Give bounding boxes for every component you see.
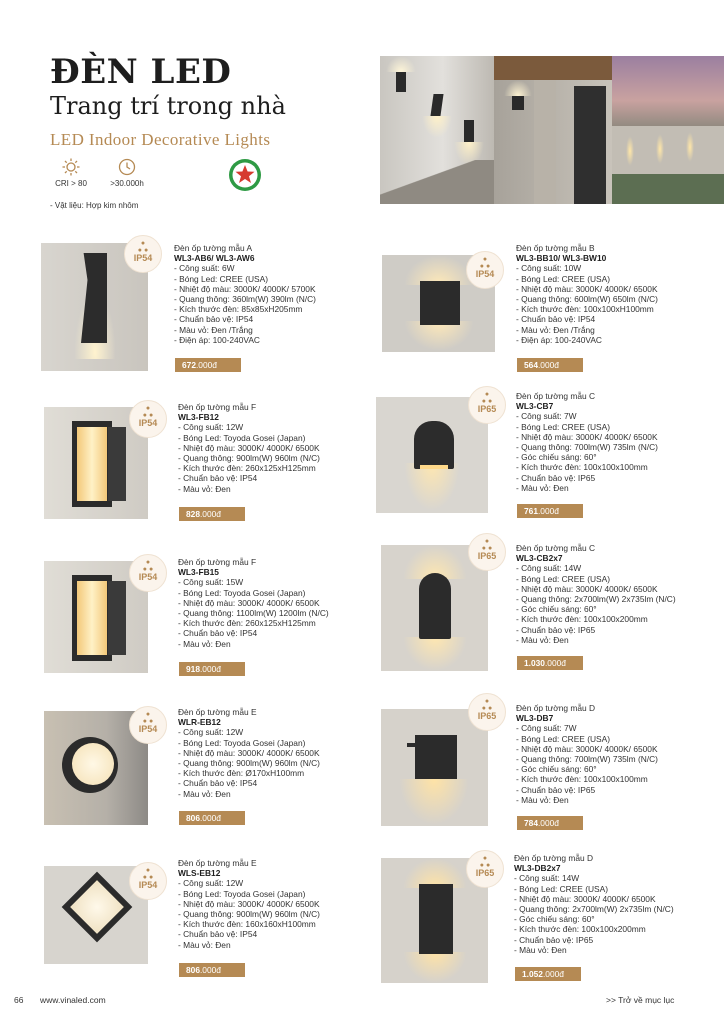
spec-line: - Quang thông: 700lm(W) 735lm (N/C) bbox=[516, 442, 658, 453]
product-name: Đèn ốp tường mẫu A bbox=[174, 243, 253, 253]
spec-line: - Công suất: 12W bbox=[178, 422, 244, 433]
spec-line: - Bóng Led: Toyoda Gosei (Japan) bbox=[178, 737, 306, 748]
spec-line: - Quang thông: 900lm(W) 960lm (N/C) bbox=[178, 758, 320, 769]
sun-icon bbox=[62, 158, 80, 176]
feature-label: CRI > 80 bbox=[55, 179, 87, 188]
spec-line: - Màu vỏ: Đen bbox=[178, 939, 231, 950]
price-tag: 918.000đ bbox=[179, 662, 245, 676]
ip-rating-badge: ● ● ● IP54 bbox=[129, 554, 167, 592]
product-info bbox=[516, 243, 658, 345]
spec-line: - Màu vỏ: Đen bbox=[516, 482, 569, 493]
back-to-contents-link[interactable]: >> Trở về mục lục bbox=[606, 995, 675, 1005]
spec-line: - Nhiệt độ màu: 3000K/ 4000K/ 6500K bbox=[516, 583, 658, 594]
water-drop-icon: ● ● ● bbox=[481, 391, 493, 405]
spec-line: - Bóng Led: CREE (USA) bbox=[516, 573, 611, 584]
spec-line: - Màu vỏ: Đen /Trắng bbox=[516, 324, 595, 335]
water-drop-icon: ● ● ● bbox=[137, 240, 149, 254]
spec-line: - Công suất: 14W bbox=[514, 873, 580, 884]
spec-line: - Nhiệt độ màu: 3000K/ 4000K/ 6500K bbox=[178, 898, 320, 909]
spec-line: - Nhiệt độ màu: 3000K/ 4000K/ 6500K bbox=[516, 743, 658, 754]
product-info bbox=[178, 858, 320, 950]
product-code: WL3-DB7 bbox=[516, 713, 554, 724]
spec-line: - Bóng Led: CREE (USA) bbox=[514, 883, 609, 894]
water-drop-icon: ● ● ● bbox=[142, 867, 154, 881]
product-name: Đèn ốp tường mẫu D bbox=[516, 703, 596, 713]
spec-line: - Màu vỏ: Đen bbox=[178, 638, 231, 649]
feature-label: >30.000h bbox=[110, 179, 144, 188]
product-info bbox=[178, 707, 320, 799]
ip-rating-badge: ● ● ● IP54 bbox=[129, 400, 167, 438]
product-code: WL3-FB15 bbox=[178, 567, 219, 578]
spec-line: - Chuẩn bảo vệ: IP65 bbox=[514, 934, 594, 945]
ip-rating-badge: ● ● ● IP65 bbox=[468, 533, 506, 571]
ip-rating-badge: ● ● ● IP65 bbox=[468, 386, 506, 424]
website-link[interactable]: www.vinaled.com bbox=[40, 995, 106, 1005]
spec-line: - Nhiệt độ màu: 3000K/ 4000K/ 5700K bbox=[174, 283, 316, 294]
spec-line: - Bóng Led: Toyoda Gosei (Japan) bbox=[178, 432, 306, 443]
price-tag: 784.000đ bbox=[517, 816, 583, 830]
spec-line: - Điện áp: 100-240VAC bbox=[516, 334, 602, 345]
spec-line: - Kích thước đèn: Ø170xH100mm bbox=[178, 768, 305, 779]
page-title: ĐÈN LED bbox=[50, 52, 232, 92]
spec-line: - Điện áp: 100-240VAC bbox=[174, 334, 260, 345]
feature-lifetime bbox=[102, 158, 152, 188]
product-code: WL3-BB10/ WL3-BW10 bbox=[516, 253, 607, 264]
spec-line: - Chuẩn bảo vệ: IP54 bbox=[178, 628, 258, 639]
water-drop-icon: ● ● ● bbox=[142, 711, 154, 725]
spec-line: - Bóng Led: Toyoda Gosei (Japan) bbox=[178, 587, 306, 598]
spec-line: - Kích thước đèn: 100x100x100mm bbox=[516, 462, 648, 473]
spec-line: - Quang thông: 2x700lm(W) 2x735lm (N/C) bbox=[514, 904, 674, 915]
product-name: Đèn ốp tường mẫu C bbox=[516, 543, 596, 553]
spec-line: - Quang thông: 900lm(W) 960lm (N/C) bbox=[178, 909, 320, 920]
spec-line: - Chuẩn bảo vệ: IP65 bbox=[516, 624, 596, 635]
spec-line: - Kích thước đèn: 260x125xH125mm bbox=[178, 618, 316, 629]
spec-line: - Chuẩn bảo vệ: IP54 bbox=[178, 778, 258, 789]
spec-line: - Kích thước đèn: 100x100xH100mm bbox=[516, 304, 654, 315]
product-code: WL3-CB2x7 bbox=[516, 553, 563, 564]
spec-line: - Chuẩn bảo vệ: IP54 bbox=[516, 314, 596, 325]
product-name: Đèn ốp tường mẫu D bbox=[514, 853, 594, 863]
product-name: Đèn ốp tường mẫu E bbox=[178, 858, 257, 868]
price-tag: 564.000đ bbox=[517, 358, 583, 372]
product-name: Đèn ốp tường mẫu E bbox=[178, 707, 257, 717]
ip-rating-badge: ● ● ● IP65 bbox=[466, 850, 504, 888]
spec-line: - Nhiệt độ màu: 3000K/ 4000K/ 6500K bbox=[178, 442, 320, 453]
product-code: WL3-AB6/ WL3-AW6 bbox=[174, 253, 255, 264]
spec-line: - Bóng Led: CREE (USA) bbox=[174, 273, 269, 284]
price-tag: 828.000đ bbox=[179, 507, 245, 521]
product-code: WL3-DB2x7 bbox=[514, 863, 561, 874]
spec-line: - Chuẩn bảo vệ: IP54 bbox=[178, 929, 258, 940]
page-subtitle-english: LED Indoor Decorative Lights bbox=[50, 130, 271, 149]
spec-line: - Bóng Led: CREE (USA) bbox=[516, 273, 611, 284]
spec-line: - Bóng Led: CREE (USA) bbox=[516, 733, 611, 744]
spec-line: - Góc chiếu sáng: 60° bbox=[514, 914, 595, 925]
product-code: WL3-FB12 bbox=[178, 412, 219, 423]
spec-line: - Bóng Led: Toyoda Gosei (Japan) bbox=[178, 888, 306, 899]
spec-line: - Nhiệt độ màu: 3000K/ 4000K/ 6500K bbox=[178, 747, 320, 758]
water-drop-icon: ● ● ● bbox=[481, 698, 493, 712]
water-drop-icon: ● ● ● bbox=[479, 256, 491, 270]
spec-line: - Quang thông: 360lm(W) 390lm (N/C) bbox=[174, 294, 316, 305]
product-code: WLS-EB12 bbox=[178, 868, 221, 879]
spec-line: - Quang thông: 900lm(W) 960lm (N/C) bbox=[178, 453, 320, 464]
material-note: - Vật liệu: Hợp kim nhôm bbox=[50, 201, 139, 210]
spec-line: - Chuẩn bảo vệ: IP54 bbox=[174, 314, 254, 325]
price-tag: 672.000đ bbox=[175, 358, 241, 372]
spec-line: - Quang thông: 2x700lm(W) 2x735lm (N/C) bbox=[516, 594, 676, 605]
spec-line: - Công suất: 14W bbox=[516, 563, 582, 574]
product-name: Đèn ốp tường mẫu B bbox=[516, 243, 595, 253]
spec-line: - Quang thông: 600lm(W) 650lm (N/C) bbox=[516, 294, 658, 305]
water-drop-icon: ● ● ● bbox=[481, 538, 493, 552]
product-code: WLR-EB12 bbox=[178, 717, 221, 728]
spec-line: - Kích thước đèn: 85x85xH205mm bbox=[174, 304, 303, 315]
product-info bbox=[178, 557, 329, 649]
water-drop-icon: ● ● ● bbox=[479, 855, 491, 869]
spec-line: - Nhiệt độ màu: 3000K/ 4000K/ 6500K bbox=[516, 283, 658, 294]
ip-rating-badge: ● ● ● IP65 bbox=[468, 693, 506, 731]
spec-line: - Nhiệt độ màu: 3000K/ 4000K/ 6500K bbox=[516, 431, 658, 442]
price-tag: 761.000đ bbox=[517, 504, 583, 518]
spec-line: - Góc chiếu sáng: 60° bbox=[516, 604, 597, 615]
spec-line: - Công suất: 12W bbox=[178, 727, 244, 738]
product-image bbox=[381, 709, 488, 826]
water-drop-icon: ● ● ● bbox=[142, 559, 154, 573]
ip-rating-badge: ● ● ● IP54 bbox=[129, 862, 167, 900]
product-name: Đèn ốp tường mẫu F bbox=[178, 557, 257, 567]
spec-line: - Góc chiếu sáng: 60° bbox=[516, 764, 597, 775]
spec-line: - Nhiệt độ màu: 3000K/ 4000K/ 6500K bbox=[514, 893, 656, 904]
spec-line: - Kích thước đèn: 100x100x100mm bbox=[516, 774, 648, 785]
spec-line: - Màu vỏ: Đen bbox=[516, 794, 569, 805]
spec-line: - Màu vỏ: Đen bbox=[516, 634, 569, 645]
product-info bbox=[516, 703, 658, 805]
spec-line: - Góc chiếu sáng: 60° bbox=[516, 452, 597, 463]
hero-photo bbox=[380, 56, 724, 204]
spec-line: - Công suất: 12W bbox=[178, 878, 244, 889]
spec-line: - Bóng Led: CREE (USA) bbox=[516, 421, 611, 432]
ip-rating-badge: ● ● ● IP54 bbox=[124, 235, 162, 273]
spec-line: - Chuẩn bảo vệ: IP65 bbox=[516, 784, 596, 795]
spec-line: - Kích thước đèn: 100x100x200mm bbox=[516, 614, 648, 625]
feature-cri bbox=[46, 158, 96, 188]
spec-line: - Quang thông: 1100lm(W) 1200lm (N/C) bbox=[178, 608, 329, 619]
spec-line: - Kích thước đèn: 160x160xH100mm bbox=[178, 919, 316, 930]
spec-line: - Công suất: 6W bbox=[174, 263, 235, 274]
ip-rating-badge: ● ● ● IP54 bbox=[129, 706, 167, 744]
price-tag: 806.000đ bbox=[179, 811, 245, 825]
clock-icon bbox=[118, 158, 136, 176]
price-tag: 806.000đ bbox=[179, 963, 245, 977]
spec-line: - Chuẩn bảo vệ: IP54 bbox=[178, 473, 258, 484]
spec-line: - Màu vỏ: Đen bbox=[514, 944, 567, 955]
spec-line: - Màu vỏ: Đen /Trắng bbox=[174, 324, 253, 335]
spec-line: - Quang thông: 700lm(W) 735lm (N/C) bbox=[516, 754, 658, 765]
product-info bbox=[174, 243, 316, 345]
spec-line: - Công suất: 7W bbox=[516, 723, 577, 734]
spec-line: - Kích thước đèn: 100x100x200mm bbox=[514, 924, 646, 935]
ip-rating-badge: ● ● ● IP54 bbox=[466, 251, 504, 289]
spec-line: - Công suất: 10W bbox=[516, 263, 582, 274]
spec-line: - Chuẩn bảo vệ: IP65 bbox=[516, 472, 596, 483]
product-name: Đèn ốp tường mẫu F bbox=[178, 402, 257, 412]
product-info bbox=[514, 853, 674, 955]
spec-line: - Màu vỏ: Đen bbox=[178, 483, 231, 494]
product-info bbox=[516, 543, 676, 645]
price-tag: 1.030.000đ bbox=[517, 656, 583, 670]
product-code: WL3-CB7 bbox=[516, 401, 554, 412]
product-info bbox=[516, 391, 658, 493]
spec-line: - Nhiệt độ màu: 3000K/ 4000K/ 6500K bbox=[178, 597, 320, 608]
product-info bbox=[178, 402, 320, 494]
page-number: 66 bbox=[14, 995, 24, 1005]
quality-certification-icon bbox=[228, 158, 262, 197]
spec-line: - Công suất: 7W bbox=[516, 411, 577, 422]
spec-line: - Kích thước đèn: 260x125xH125mm bbox=[178, 463, 316, 474]
price-tag: 1.052.000đ bbox=[515, 967, 581, 981]
water-drop-icon: ● ● ● bbox=[142, 405, 154, 419]
spec-line: - Công suất: 15W bbox=[178, 577, 244, 588]
spec-line: - Màu vỏ: Đen bbox=[178, 788, 231, 799]
product-name: Đèn ốp tường mẫu C bbox=[516, 391, 596, 401]
page-subtitle: Trang trí trong nhà bbox=[50, 92, 286, 120]
